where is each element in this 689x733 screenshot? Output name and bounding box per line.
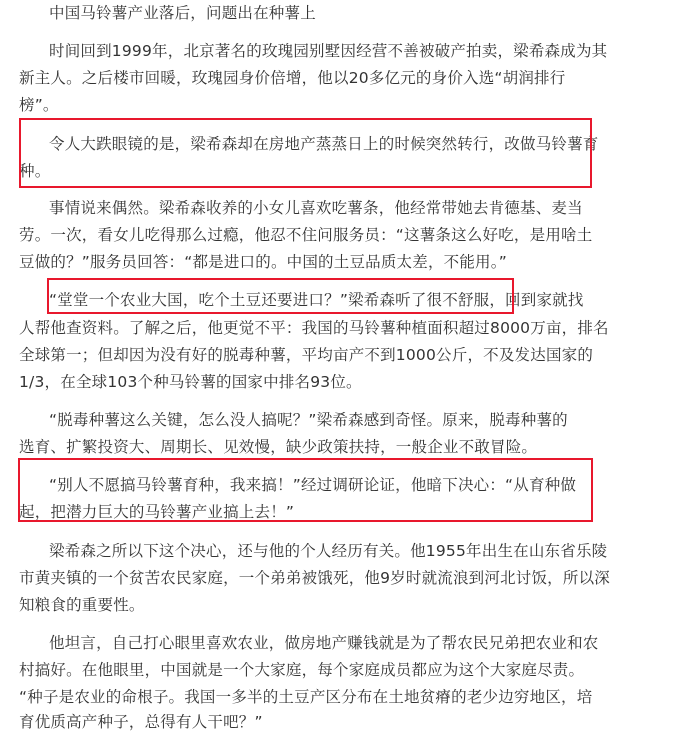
paragraph-line: 知粮食的重要性。 (19, 596, 145, 614)
paragraph-line: 起，把潜力巨大的马铃薯产业搞上去！” (19, 503, 295, 521)
paragraph-line: 他坦言，自己打心眼里喜欢农业，做房地产赚钱就是为了帮农民兄弟把农业和农 (49, 634, 599, 652)
paragraph-line: “种子是农业的命根子。我国一多半的土豆产区分布在土地贫瘠的老少边穷地区，培 (19, 688, 593, 706)
paragraph-line: 选育、扩繁投资大、周期长、见效慢，缺少政策扶持，一般企业不敢冒险。 (19, 438, 538, 456)
paragraph-line: 市黄夹镇的一个贫苦农民家庭，一个弟弟被饿死，他9岁时就流浪到河北讨饭，所以深 (19, 569, 610, 587)
paragraph-line: 种。 (19, 162, 51, 180)
paragraph-line: 新主人。之后楼市回暖，玫瑰园身价倍增，他以20多亿元的身价入选“胡润排行 (19, 69, 566, 87)
paragraph-line: 豆做的？”服务员回答：“都是进口的。中国的土豆品质太差，不能用。” (19, 253, 507, 271)
paragraph-line: 村搞好。在他眼里，中国就是一个大家庭，每个家庭成员都应为这个大家庭尽责。 (19, 661, 585, 679)
paragraph-line: 全球第一；但却因为没有好的脱毒种薯，平均亩产不到1000公斤，不及发达国家的 (19, 346, 594, 364)
paragraph-line: 梁希森之所以下这个决心，还与他的个人经历有关。他1955年出生在山东省乐陵 (49, 542, 608, 560)
paragraph-line: 育优质高产种子，总得有人干吧？” (19, 713, 263, 731)
highlight-box (47, 278, 514, 314)
paragraph-line: 人帮他查资料。了解之后，他更觉不平：我国的马铃薯种植面积超过8000万亩，排名 (19, 319, 609, 337)
paragraph-line: 令人大跌眼镜的是，梁希森却在房地产蒸蒸日上的时候突然转行，改做马铃薯育 (49, 135, 599, 153)
paragraph-line: 1/3，在全球103个种马铃薯的国家中排名93位。 (19, 373, 362, 391)
paragraph-line: “脱毒种薯这么关键，怎么没人搞呢？”梁希森感到奇怪。原来，脱毒种薯的 (49, 411, 568, 429)
section-heading: 中国马铃薯产业落后，问题出在种薯上 (49, 4, 316, 22)
paragraph-line: 事情说来偶然。梁希森收养的小女儿喜欢吃薯条，他经常带她去肯德基、麦当 (49, 199, 583, 217)
highlight-box (19, 118, 592, 188)
paragraph-line: “堂堂一个农业大国，吃个土豆还要进口？”梁希森听了很不舒服，回到家就找 (49, 291, 584, 309)
highlight-box (18, 458, 593, 522)
paragraph-line: 榜”。 (19, 96, 59, 114)
paragraph-line: 劳。一次，看女儿吃得那么过瘾，他忍不住问服务员：“这薯条这么好吃，是用啥土 (19, 226, 593, 244)
paragraph-line: 时间回到1999年，北京著名的玫瑰园别墅因经营不善被破产拍卖，梁希森成为其 (49, 42, 608, 60)
paragraph-line: “别人不愿搞马铃薯育种，我来搞！”经过调研论证，他暗下决心：“从育种做 (49, 476, 577, 494)
